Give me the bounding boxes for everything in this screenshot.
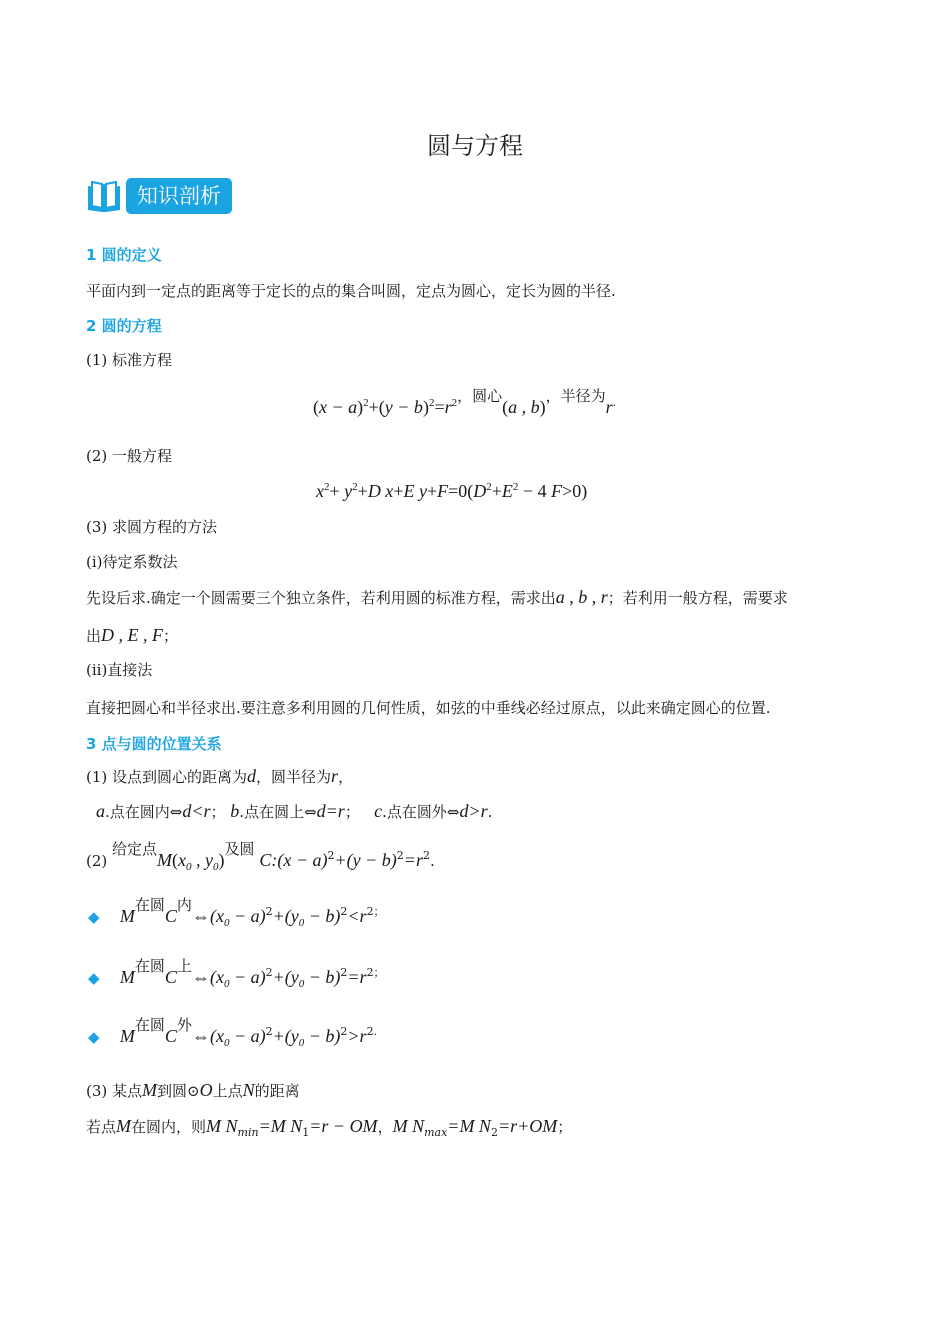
sub-standard: (1) 标准方程	[86, 351, 173, 369]
sub-methods: (3) 求圆方程的方法	[86, 518, 218, 536]
diamond-bullet-icon: ◆	[88, 969, 100, 987]
diamond-bullet-icon: ◆	[88, 1028, 100, 1046]
method-direct: (ii)直接法	[86, 661, 153, 679]
relation-cases: a.点在圆内⇔d<r； b.点在圆上⇔d=r； c.点在圆外⇔d>r.	[96, 801, 493, 821]
method1-text: 先设后求.确定一个圆需要三个独立条件，若利用圆的标准方程，需求出a , b , r；若利用一般方程，需要求	[86, 587, 788, 607]
method-undetermined: (i)待定系数法	[86, 553, 178, 571]
case-on: ◆ M在圆C上$\Leftrightarrow(x_0 - a)^2+(y_0 - b)^2=r^{2;}$	[88, 957, 385, 990]
general-equation: $x^2+ y^2+D$ x+E $y+F=0(D^2+E^2 - 4$ F>0)	[316, 481, 588, 501]
given-point-circle: (2) 给定点$M(x_0$ , $y_0$)及圆 C:(x − $a)^2+(y - b)^2=r^2$.	[86, 840, 435, 873]
distance-inside: 若点M在圆内，则M $N_{min}=M$ $N_1=r$ − OM，M $N_{max}=M$ $N_2=r+OM$；	[86, 1116, 573, 1139]
heading-point-circle: 3 点与圆的位置关系	[86, 735, 222, 753]
method1-text-cont: 出D , E , F；	[86, 625, 179, 645]
diamond-bullet-icon: ◆	[88, 908, 100, 926]
method2-text: 直接把圆心和半径求出.要注意多利用圆的几何性质，如弦的中垂线必经过原点，以此来确定圆心的位置.	[86, 699, 771, 717]
heading-equation: 2 圆的方程	[86, 317, 162, 335]
standard-equation: $(x - a)^2+(y - b)^2=r^2$，圆心(a , b)，半径为r.	[313, 387, 617, 417]
relation-intro: (1) 设点到圆心的距离为d，圆半径为r，	[86, 766, 354, 786]
open-book-icon	[86, 180, 122, 214]
case-inside: ◆ M在圆C内$\Leftrightarrow(x_0 - a)^2+(y_0 - b)^2<r^{2;}$	[88, 896, 385, 929]
page-title: 圆与方程	[427, 132, 523, 160]
heading-definition: 1 圆的定义	[86, 246, 162, 264]
sub-general: (2) 一般方程	[86, 447, 173, 465]
badge-label: 知识剖析	[126, 178, 232, 214]
definition-text: 平面内到一定点的距离等于定长的点的集合叫圆，定点为圆心，定长为圆的半径.	[86, 282, 616, 300]
distance-heading: (3) 某点M到圆⊙O上点N的距离	[86, 1080, 300, 1100]
case-outside: ◆ M在圆C外$\Leftrightarrow(x_0 - a)^2+(y_0 - b)^2>r^{2.}$	[88, 1016, 378, 1049]
